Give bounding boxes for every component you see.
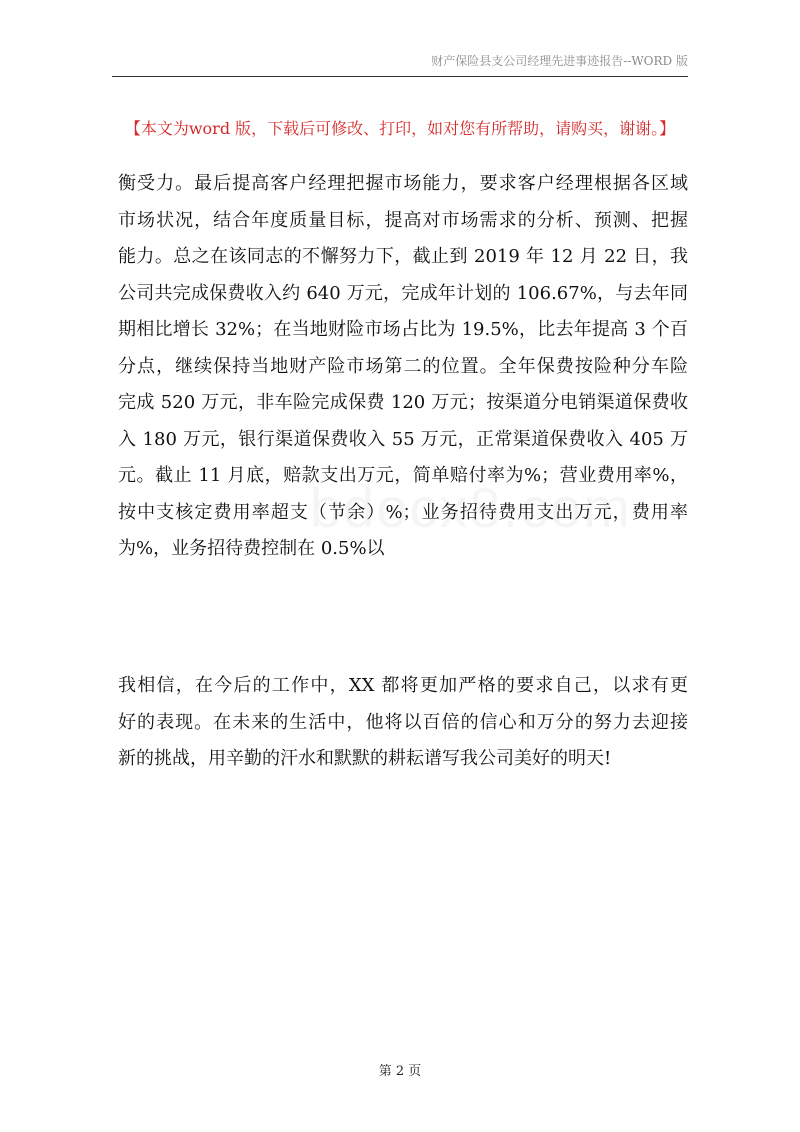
text-line: 能力。总之在该同志的不懈努力下，截止到 2019 年 12 月 22 日，我 (118, 246, 688, 267)
text-line: 好的表现。在未来的生活中，他将以百倍的信心和万分的努力去迎接 (118, 711, 688, 733)
text-line: 完成 520 万元，非车险完成保费 120 万元；按渠道分电销渠道保费收 (118, 392, 688, 413)
paragraph-1 (118, 166, 688, 568)
page-header (112, 52, 688, 77)
text-line: 为%，业务招待费控制在 0.5%以 (118, 538, 385, 559)
text-line: 我相信，在今后的工作中，XX 都将更加严格的要求自己，以求有更 (118, 675, 688, 696)
text-line: 市场状况，结合年度质量目标，提高对市场需求的分析、预测、把握 (118, 209, 688, 231)
download-notice: 【本文为word 版，下载后可修改、打印，如对您有所帮助，请购买，谢谢。】 (124, 119, 676, 138)
text-line: 期相比增长 32%；在当地财险市场占比为 19.5%，比去年提高 3 个百 (118, 319, 688, 340)
text-line: 入 180 万元，银行渠道保费收入 55 万元，正常渠道保费收入 405 万 (118, 428, 688, 450)
header-title: 财产保险县支公司经理先进事迹报告--WORD 版 (431, 54, 688, 68)
text-line: 衡受力。最后提高客户经理把握市场能力，要求客户经理根据各区域 (118, 173, 688, 194)
page-number: 第 2 页 (378, 1064, 422, 1079)
text-line: 分点，继续保持当地财产险市场第二的位置。全年保费按险种分车险 (118, 355, 688, 377)
text-line: 元。截止 11 月底，赔款支出万元，简单赔付率为%；营业费用率%， (118, 465, 688, 486)
text-line: 公司共完成保费收入约 640 万元，完成年计划的 106.67%，与去年同 (118, 282, 688, 304)
text-line: 新的挑战，用辛勤的汗水和默默的耕耘谱写我公司美好的明天! (118, 748, 612, 769)
paragraph-2 (118, 668, 688, 778)
text-line: 按中支核定费用率超支（节余）%；业务招待费用支出万元，费用率 (118, 501, 688, 523)
